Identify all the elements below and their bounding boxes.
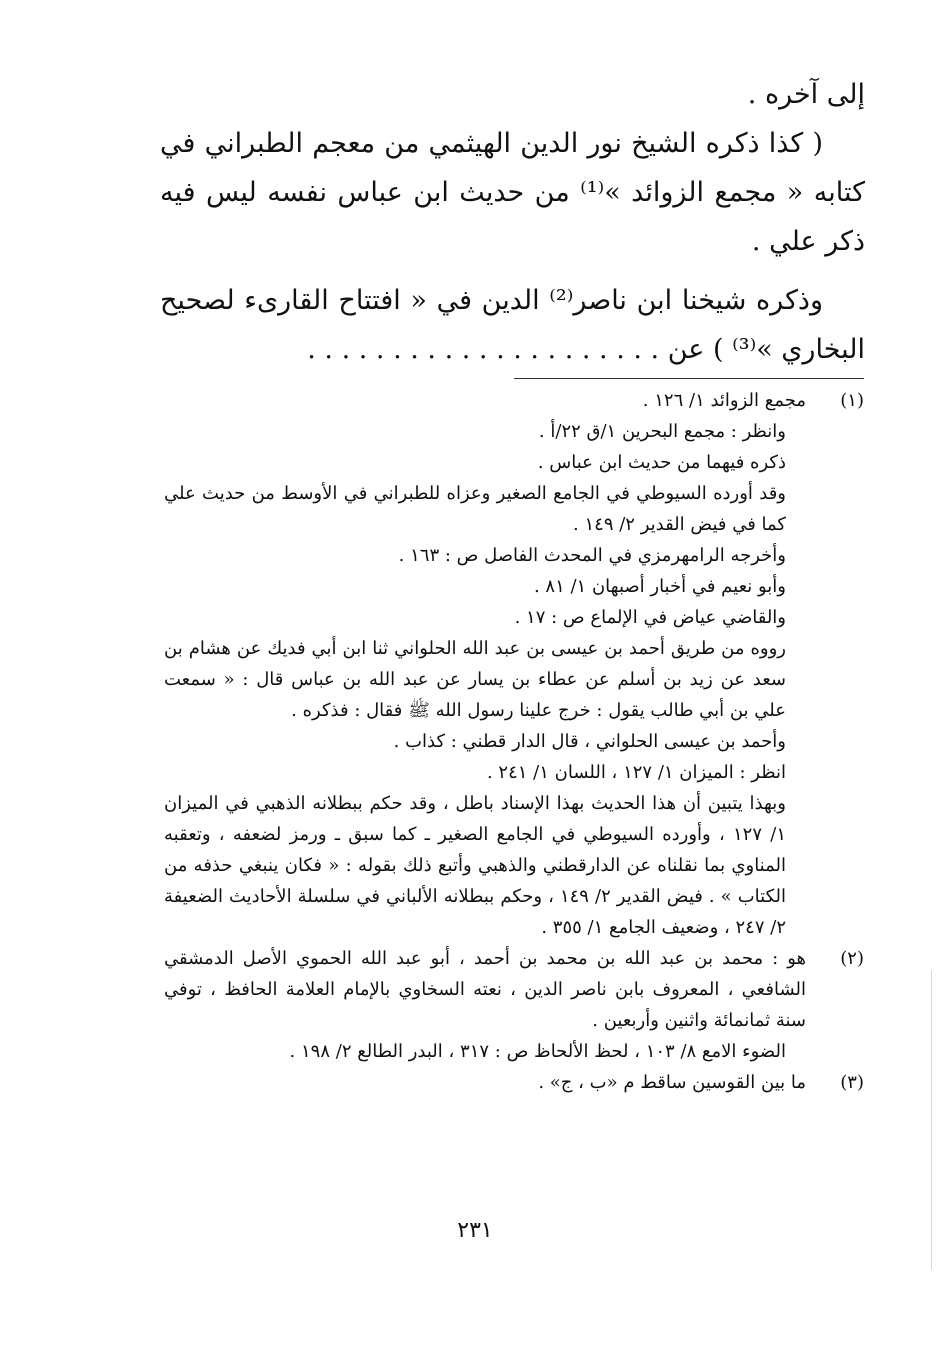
paragraph-1: إلى آخره . xyxy=(747,79,865,110)
footnote-line: رووه من طريق أحمد بن عيسى بن عبد الله الحلواني ثنا ابن أبي فديك عن هشام بن سعد عن زيد بن أسلم عن عطاء بن يسار عن عبد الله بن عباس قال : « سمعت علي بن أبي طالب يقول : خرج علينا رسول الله ﷺ فقال : فذكره . xyxy=(164,638,787,721)
footnote-line: والقاضي عياض في الإلماع ص : ١٧ . xyxy=(514,607,786,628)
footnote-line: وقد أورده السيوطي في الجامع الصغير وعزاه للطبراني في الأوسط من حديث علي كما في فيض القدير ٢/ ١٤٩ . xyxy=(164,483,786,535)
footnote-line: ما بين القوسين ساقط م «ب ، ج» . xyxy=(538,1072,806,1093)
page-edge-line xyxy=(931,970,932,1270)
footnote-number: (٢) xyxy=(840,948,864,969)
footnote-separator xyxy=(514,378,864,379)
footnote-2 xyxy=(164,943,864,1067)
footnotes xyxy=(164,385,864,1098)
footnote-line: وأخرجه الرامهرمزي في المحدث الفاصل ص : ١٦٣ . xyxy=(398,545,786,566)
footnote-line: هو : محمد بن عبد الله بن محمد بن أحمد ، أبو عبد الله الحموي الأصل الدمشقي الشافعي ، المعروف بابن ناصر الدين ، نعته السخاوي بالإمام العلامة الحافظ ، توفي سنة ثمانمائة واثنين وأربعين . xyxy=(164,948,806,1031)
footnote-1 xyxy=(164,385,864,943)
main-text xyxy=(160,70,865,374)
footnote-line: ذكره فيهما من حديث ابن عباس . xyxy=(537,452,786,473)
footnote-line: وبهذا يتبين أن هذا الحديث بهذا الإسناد باطل ، وقد حكم ببطلانه الذهبي في الميزان ١/ ١٢٧ ، وأورده السيوطي في الجامع الصغير ـ كما سبق ـ ورمز لضعفه ، وتعقبه المناوي بما نقلناه عن الدارقطني والذهبي وأتبع ذلك بقوله : « فكان ينبغي حذفه من الكتاب » . فيض القدير ٢/ ١٤٩ ، وحكم ببطلانه الألباني في سلسلة الأحاديث الضعيفة ٢/ ٢٤٧ ، وضعيف الجامع ١/ ٣٥٥ . xyxy=(164,793,786,938)
paragraph-3 xyxy=(160,276,865,374)
footnote-number: (٣) xyxy=(840,1072,864,1093)
ellipsis-dots: . . . . . . . . . . . . . . . . . . . . . xyxy=(307,334,660,365)
footnote-3 xyxy=(164,1067,864,1098)
paragraph-2: ( كذا ذكره الشيخ نور الدين الهيثمي من معجم الطبراني في كتابه « مجمع الزوائد »⁽¹⁾ من حديث ابن عباس نفسه ليس فيه ذكر علي . xyxy=(160,128,865,257)
footnote-line: مجمع الزوائد ١/ ١٢٦ . xyxy=(642,390,806,411)
footnote-line: وانظر : مجمع البحرين ١/ق ٢٢/أ . xyxy=(538,421,786,442)
footnote-line: وأبو نعيم في أخبار أصبهان ١/ ٨١ . xyxy=(533,576,786,597)
page-number: ٢٣١ xyxy=(457,1218,493,1243)
footnote-number: (١) xyxy=(840,390,864,411)
footnote-line: انظر : الميزان ١/ ١٢٧ ، اللسان ١/ ٢٤١ . xyxy=(486,762,786,783)
paragraph-3-text: وذكره شيخنا ابن ناصر⁽²⁾ الدين في « افتتاح القارىء لصحيح البخاري »⁽³⁾ ) عن xyxy=(160,285,865,365)
footnote-line: الضوء الامع ٨/ ١٠٣ ، لحظ الألحاظ ص : ٣١٧ ، البدر الطالع ٢/ ١٩٨ . xyxy=(289,1041,786,1062)
footnote-line: وأحمد بن عيسى الحلواني ، قال الدار قطني : كذاب . xyxy=(393,731,786,752)
